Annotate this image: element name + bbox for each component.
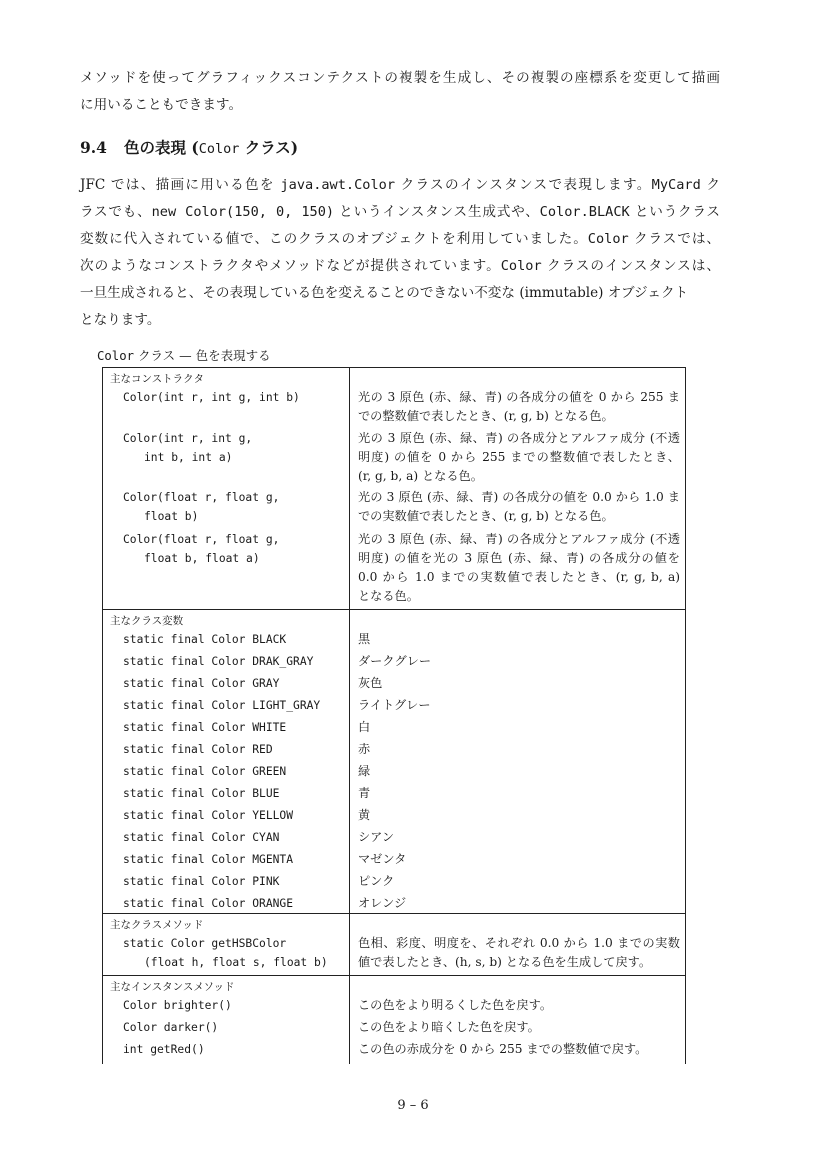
inline-code: java.awt.Color xyxy=(280,177,396,193)
section-number: 9.4 xyxy=(80,138,107,157)
signature-line: Color(int r, int g, int b) xyxy=(123,391,300,404)
body-text: クラスのインスタンスは、 xyxy=(541,258,720,274)
signature: static final Color WHITE xyxy=(123,721,287,734)
class-method-description xyxy=(358,934,680,972)
signature-line: (float h, float s, float b) xyxy=(144,956,328,969)
signature-line: static Color getHSBColor xyxy=(123,937,287,950)
signature: int getRed() xyxy=(123,1043,205,1056)
signature: Color brighter() xyxy=(123,999,232,1012)
signature: static final Color GREEN xyxy=(123,765,287,778)
description-line: 光の 3 原色 (赤、緑、青) の各成分とアルファ成分 (不透 xyxy=(358,532,680,546)
description: シアン xyxy=(358,830,395,844)
description-line: (r, g, b, a) となる色。 xyxy=(358,469,483,483)
class-methods-title: 主なクラスメソッド xyxy=(110,919,204,931)
signature: Color darker() xyxy=(123,1021,219,1034)
signature: static final Color ORANGE xyxy=(123,897,294,910)
description: 赤 xyxy=(358,742,371,756)
body-text: 変数に代入されている値で、このクラスのオブジェクトを利用していました。 xyxy=(80,231,588,247)
constructor-signature xyxy=(123,429,343,467)
body-text: というクラス xyxy=(629,204,721,220)
description-line: 明度) の値を光の 3 原色 (赤、緑、青) の各成分の値を xyxy=(358,551,680,565)
section-title-pre: 色の表現 ( xyxy=(124,138,199,157)
intro-paragraph xyxy=(80,65,720,119)
constructor-description xyxy=(358,530,680,606)
table-section-divider xyxy=(102,975,686,976)
body-text: クラスのインスタンスで表現します。 xyxy=(395,177,652,193)
description: この色をより暗くした色を戻す。 xyxy=(358,1020,540,1034)
description-line: 光の 3 原色 (赤、緑、青) の各成分の値を 0 から 255 ま xyxy=(358,390,680,404)
intro-line: メソッドを使ってグラフィックスコンテクストの複製を生成し、その複製の座標系を変更して描画 xyxy=(80,70,720,86)
description-line: となる色。 xyxy=(358,589,419,603)
table-right-border xyxy=(685,367,686,1064)
description: 黒 xyxy=(358,632,371,646)
table-top-border xyxy=(102,367,686,368)
signature-line: int b, int a) xyxy=(144,451,233,464)
description: オレンジ xyxy=(358,896,407,910)
description: 青 xyxy=(358,786,371,800)
signature: static final Color YELLOW xyxy=(123,809,294,822)
description-line: 明度) の値を 0 から 255 までの整数値で表したとき、 xyxy=(358,450,680,464)
signature: static final Color DRAK_GRAY xyxy=(123,655,314,668)
description: マゼンタ xyxy=(358,852,407,866)
inline-code: MyCard xyxy=(651,177,701,193)
description: この色をより明るくした色を戻す。 xyxy=(358,998,553,1012)
description-line: での整数値で表したとき、(r, g, b) となる色。 xyxy=(358,409,614,423)
signature: static final Color MGENTA xyxy=(123,853,294,866)
table-column-divider xyxy=(349,367,350,1064)
description: この色の赤成分を 0 から 255 までの整数値で戻す。 xyxy=(358,1042,648,1056)
body-text: というインスタンス生成式や、 xyxy=(334,204,540,220)
body-line xyxy=(80,307,720,334)
section-title-post: クラス) xyxy=(239,138,299,157)
signature: static final Color LIGHT_GRAY xyxy=(123,699,321,712)
table-caption xyxy=(97,346,271,364)
constructor-description xyxy=(358,429,680,486)
description-line: 色相、彩度、明度を、それぞれ 0.0 から 1.0 までの実数 xyxy=(358,936,680,950)
constructors-title: 主なコンストラクタ xyxy=(110,373,204,385)
body-line xyxy=(80,226,720,253)
body-text: ラスでも、 xyxy=(80,204,152,220)
description: 緑 xyxy=(358,764,371,778)
body-text: 次のようなコンストラクタやメソッドなどが提供されています。 xyxy=(80,258,501,274)
body-line xyxy=(80,280,720,307)
body-text: JFC では、描画に用いる色を xyxy=(80,177,281,193)
description-line: 値で表したとき、(h, s, b) となる色を生成して戻す。 xyxy=(358,955,652,969)
signature-line: float b) xyxy=(144,510,199,523)
body-line xyxy=(80,199,720,226)
constructor-signature xyxy=(123,388,343,407)
description-line: 光の 3 原色 (赤、緑、青) の各成分とアルファ成分 (不透 xyxy=(358,431,680,445)
page-number: 9 – 6 xyxy=(397,1098,429,1113)
table-section-divider xyxy=(102,913,686,914)
body-line xyxy=(80,253,720,280)
caption-text: クラス — 色を表現する xyxy=(134,348,271,363)
description-line: 0.0 から 1.0 までの実数値で表したとき、(r, g, b, a) xyxy=(358,570,680,584)
body-line xyxy=(80,172,720,199)
signature-line: Color(float r, float g, xyxy=(123,491,280,504)
signature: static final Color CYAN xyxy=(123,831,280,844)
instance-methods-title: 主なインスタンスメソッド xyxy=(110,981,235,993)
table-left-border xyxy=(102,367,103,1064)
description-line: での実数値で表したとき、(r, g, b) となる色。 xyxy=(358,509,614,523)
body-paragraph xyxy=(80,172,720,334)
description-line: 光の 3 原色 (赤、緑、青) の各成分の値を 0.0 から 1.0 ま xyxy=(358,490,680,504)
inline-code: Color xyxy=(587,231,629,247)
constructor-signature xyxy=(123,530,343,568)
signature: static final Color PINK xyxy=(123,875,280,888)
inline-code: new Color(150, 0, 150) xyxy=(151,204,335,220)
constructor-description xyxy=(358,388,680,426)
table-section-divider xyxy=(102,609,686,610)
description: 灰色 xyxy=(358,676,383,690)
class-method-signature xyxy=(123,934,343,972)
inline-code: Color.BLACK xyxy=(539,204,630,220)
signature-line: Color(int r, int g, xyxy=(123,432,253,445)
body-text: 一旦生成されると、その表現している色を変えることのできない不変な (immutable) オブジェクト xyxy=(80,285,689,301)
signature-line: float b, float a) xyxy=(144,552,260,565)
description: 黄 xyxy=(358,808,371,822)
signature-line: Color(float r, float g, xyxy=(123,533,280,546)
constructor-signature xyxy=(123,488,343,526)
body-text: クラスでは、 xyxy=(628,231,720,247)
description: ダークグレー xyxy=(358,654,432,668)
intro-line: に用いることもできます。 xyxy=(80,97,243,113)
inline-code: Color xyxy=(500,258,542,274)
signature: static final Color RED xyxy=(123,743,273,756)
body-text: ク xyxy=(700,177,720,193)
constructor-description xyxy=(358,488,680,526)
description: 白 xyxy=(358,720,371,734)
section-heading xyxy=(80,136,298,158)
body-text: となります。 xyxy=(80,312,161,328)
caption-code: Color xyxy=(97,349,135,363)
signature: static final Color BLUE xyxy=(123,787,280,800)
class-variables-title: 主なクラス変数 xyxy=(110,615,184,627)
description: ライトグレー xyxy=(358,698,431,712)
description: ピンク xyxy=(358,874,395,888)
signature: static final Color BLACK xyxy=(123,633,287,646)
signature: static final Color GRAY xyxy=(123,677,280,690)
color-class-table xyxy=(102,367,686,1064)
section-title-code: Color xyxy=(198,141,240,157)
